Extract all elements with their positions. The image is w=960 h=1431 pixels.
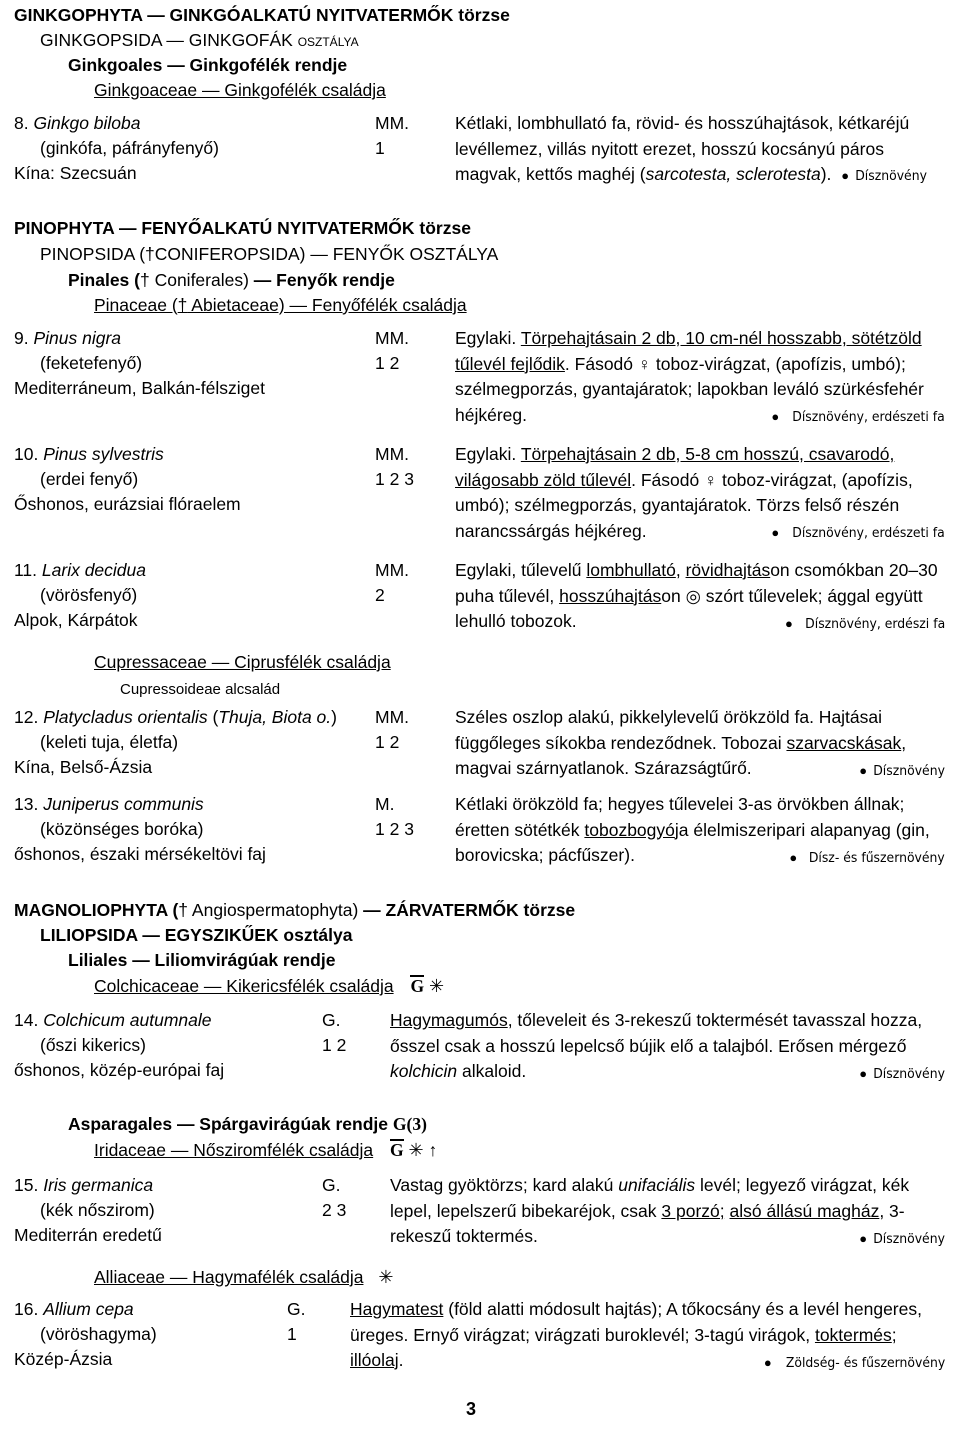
order-heading: Asparagales — Spárgavirágúak rendje G(3) xyxy=(68,1114,427,1134)
class-heading: LILIOPSIDA — EGYSZIKŰEK osztálya xyxy=(40,925,353,945)
order-heading: Pinales († Coniferales) — Fenyők rendje xyxy=(68,270,395,290)
class-heading: GINKGOPSIDA — GINKGOFÁK osztálya xyxy=(40,30,359,50)
species-description: Hagymatest (föld alatti módosult hajtás); A tőkocsány és a levél hengeres, üreges. Ernyő virágzat; virágzati buroklevél; 3-tagú virágok, toktermés; illóolaj. ● Zöldség- és fűszernövény xyxy=(350,1297,945,1376)
species-origin: őshonos, északi mérsékeltövi faj xyxy=(14,844,266,864)
species-origin: Őshonos, eurázsiai flóraelem xyxy=(14,494,241,514)
arrow-up-icon: ↑ xyxy=(428,1140,438,1160)
species-description: Hagymagumós, tőleveleit és 3-rekeszű toktermését tavasszal hozza, ősszel csak a hosszú lepelcső bújik elő a talajból. Erősen mérgező kolchicin alkaloid. ● Dísznövény xyxy=(390,1008,945,1087)
species-description: Kétlaki, lombhullató fa, rövid- és hosszúhajtások, kétkaréjú levéllemez, villás nyitott erezet, hosszú kocsányú páros magvak, kettős maghéj (sarcotesta, sclerotesta). ● Dísznövény xyxy=(455,111,945,188)
species-origin: Kína, Belső-Ázsia xyxy=(14,757,153,777)
usage-tag: Dísznövény xyxy=(873,762,945,779)
usage-tag: Dísznövény xyxy=(873,1230,945,1247)
species-number: 8. xyxy=(14,113,29,133)
usage-tag: Dísznövény xyxy=(873,1065,945,1082)
ovary-inferior-icon: G(3) xyxy=(392,1114,427,1134)
species-latin-name: Iris germanica xyxy=(43,1175,154,1195)
species-common-name: (feketefenyő) xyxy=(40,353,143,373)
species-origin: Kína: Szecsuán xyxy=(14,163,137,183)
dagger-icon: † xyxy=(139,270,150,290)
actinomorphic-icon: ✳ xyxy=(408,1140,424,1160)
species-entry: 10. Pinus sylvestris (erdei fenyő) Őshonos, eurázsiai flóraelem xyxy=(14,442,241,517)
usage-tag: Dísz- és fűszernövény xyxy=(809,849,945,866)
dagger-icon: † xyxy=(177,295,188,315)
usage-tag: Dísznövény, erdészeti fa xyxy=(792,525,945,541)
species-common-name: (vörösfenyő) xyxy=(40,585,138,605)
species-common-name: (keleti tuja, életfa) xyxy=(40,732,179,752)
species-common-name: (ginkófa, páfrányfenyő) xyxy=(40,138,219,158)
species-code: MM. 1 2 xyxy=(375,707,410,752)
species-common-name: (vöröshagyma) xyxy=(40,1324,157,1344)
bullet-icon: ● xyxy=(841,168,850,183)
species-latin-name: Platycladus orientalis xyxy=(43,707,208,727)
species-entry: 13. Juniperus communis (közönséges boróka) őshonos, északi mérsékeltövi faj xyxy=(14,792,266,867)
dagger-icon: † xyxy=(145,244,155,264)
species-common-name: (őszi kikerics) xyxy=(40,1035,146,1055)
species-origin: Mediterráneum, Balkán-félsziget xyxy=(14,378,265,398)
bullet-icon: ● xyxy=(771,409,780,424)
bullet-icon: ● xyxy=(789,849,798,865)
species-latin-name: Larix decidua xyxy=(41,560,147,580)
code-numbers: 1 xyxy=(375,138,385,158)
species-entry: 16. Allium cepa (vöröshagyma) Közép-Ázsia xyxy=(14,1297,157,1372)
species-origin: Közép-Ázsia xyxy=(14,1349,113,1369)
bullet-icon: ● xyxy=(859,1065,868,1081)
species-entry: 15. Iris germanica (kék nőszirom) Mediterrán eredetű xyxy=(14,1173,162,1248)
ovary-superior-icon: G xyxy=(410,976,425,996)
family-heading: Iridaceae — Nősziromfélék családja G ✳ ↑ xyxy=(94,1140,438,1160)
species-code: MM. 1 2 xyxy=(375,328,410,373)
species-latin-name: Pinus nigra xyxy=(33,328,122,348)
division-heading: PINOPHYTA — FENYŐALKATÚ NYITVATERMŐK törzse xyxy=(14,218,471,238)
species-latin-name: Allium cepa xyxy=(43,1299,134,1319)
species-code: G. 1 2 xyxy=(322,1010,347,1055)
family-heading: Cupressaceae — Ciprusfélék családja xyxy=(94,652,391,672)
actinomorphic-icon: ✳ xyxy=(378,1267,394,1287)
species-code: M. 1 2 3 xyxy=(375,794,414,839)
species-latin-name: Pinus sylvestris xyxy=(43,444,164,464)
species-entry: 12. Platycladus orientalis (Thuja, Biota o.) (keleti tuja, életfa) Kína, Belső-Ázsia xyxy=(14,705,337,780)
species-origin: Alpok, Kárpátok xyxy=(14,610,138,630)
class-heading: PINOPSIDA (†CONIFEROPSIDA) — FENYŐK OSZTÁLYA xyxy=(40,244,499,264)
species-entry: 14. Colchicum autumnale (őszi kikerics) őshonos, közép-európai faj xyxy=(14,1008,224,1083)
order-heading: Ginkgoales — Ginkgofélék rendje xyxy=(68,55,348,75)
page-number: 3 xyxy=(466,1399,477,1419)
species-origin: Mediterrán eredetű xyxy=(14,1225,162,1245)
dagger-icon: † xyxy=(178,900,189,920)
order-heading: Liliales — Liliomvirágúak rendje xyxy=(68,950,336,970)
species-common-name: (közönséges boróka) xyxy=(40,819,204,839)
usage-tag: Zöldség- és fűszernövény xyxy=(785,1354,945,1371)
species-code: G. 2 3 xyxy=(322,1175,347,1220)
actinomorphic-icon: ✳ xyxy=(428,976,445,996)
species-description: Egylaki. Törpehajtásain 2 db, 5-8 cm hosszú, csavarodó, világosabb zöld tűlevél. Fásodó ♀ toboz-virágzat, (apofízis, umbó); szélmegporzás, gyantajáratok. Törzs felső részén narancssárgás héjkéreg. ● Dísznövény, erdészeti fa xyxy=(455,442,945,547)
species-description: Vastag gyöktörzs; kard alakú unifaciális levél; legyező virágzat, kék lepel, lepelszerű bibekaréjok, csak 3 porzó; alsó állású magház, 3-rekeszű toktermés. ● Dísznövény xyxy=(390,1173,945,1252)
code-type: MM. xyxy=(375,113,410,133)
species-entry: 11. Larix decidua (vörösfenyő) Alpok, Kárpátok xyxy=(14,558,146,633)
species-code xyxy=(375,111,409,161)
family-heading: Ginkgoaceae — Ginkgofélék családja xyxy=(94,80,386,100)
species-common-name: (kék nőszirom) xyxy=(40,1200,155,1220)
species-entry: 9. Pinus nigra (feketefenyő) Mediterráneum, Balkán-félsziget xyxy=(14,326,265,401)
bullet-icon: ● xyxy=(771,525,780,540)
species-latin-name: Colchicum autumnale xyxy=(43,1010,212,1030)
species-code: MM. 1 2 3 xyxy=(375,444,414,489)
species-description: Egylaki. Törpehajtásain 2 db, 10 cm-nél hosszabb, sötétzöld tűlevél fejlődik. Fásodó ♀ toboz-virágzat, (apofízis, umbó); szélmegporzás, gyantajáratok; lapokban leváló szürkésfehér héjkéreg. ● Dísznövény, erdészeti fa xyxy=(455,326,945,431)
family-heading: Pinaceae († Abietaceae) — Fenyőfélék családja xyxy=(94,295,467,315)
division-heading: GINKGOPHYTA — GINKGÓALKATÚ NYITVATERMŐK törzse xyxy=(14,5,510,25)
species-code: G. 1 xyxy=(287,1299,306,1344)
species-description: Széles oszlop alakú, pikkelylevelű örökzöld fa. Hajtásai függőleges síkokba rendeződnek. Tobozai szarvacskásak, magvai szárnyatlanok. Szárazságtűrő. ● Dísznövény xyxy=(455,705,945,784)
species-common-name: (erdei fenyő) xyxy=(40,469,139,489)
ovary-superior-icon: G xyxy=(390,1140,404,1160)
family-heading: Alliaceae — Hagymafélék családja ✳ xyxy=(94,1267,394,1287)
family-heading: Colchicaceae — Kikericsfélék családja G ✳ xyxy=(94,976,445,996)
species-code: MM. 2 xyxy=(375,560,410,605)
bullet-icon: ● xyxy=(763,1354,772,1370)
species-latin-name: Juniperus communis xyxy=(43,794,204,814)
female-icon: ♀ xyxy=(704,469,718,490)
bullet-icon: ● xyxy=(784,615,793,631)
division-heading: MAGNOLIOPHYTA († Angiospermatophyta) — ZÁRVATERMŐK törzse xyxy=(14,900,576,920)
subfamily-heading: Cupressoideae alcsalád xyxy=(120,681,281,698)
usage-tag: Dísznövény xyxy=(855,168,927,184)
species-entry xyxy=(14,111,219,186)
bullet-icon: ● xyxy=(859,762,868,778)
bullet-icon: ● xyxy=(859,1230,868,1246)
usage-tag: Dísznövény, erdészi fa xyxy=(804,615,945,632)
species-latin-name: Ginkgo biloba xyxy=(33,113,141,133)
female-icon: ♀ xyxy=(637,353,652,374)
species-origin: őshonos, közép-európai faj xyxy=(14,1060,225,1080)
usage-tag: Dísznövény, erdészeti fa xyxy=(792,409,945,425)
species-description: Egylaki, tűlevelű lombhullató, rövidhajtáson csomókban 20–30 puha tűlevél, hosszúhajtáson ◎ szórt tűlevelek; ággal együtt lehulló tobozok. ● Dísznövény, erdészi fa xyxy=(455,558,945,637)
spiral-icon: ◎ xyxy=(685,585,701,606)
species-description: Kétlaki örökzöld fa; hegyes tűlevelei 3-as örvökben állnak; éretten sötétkék tobozbogyója élelmiszeripari alapanyag (gin, borovicska; pácfűszer). ● Dísz- és fűszernövény xyxy=(455,792,945,871)
